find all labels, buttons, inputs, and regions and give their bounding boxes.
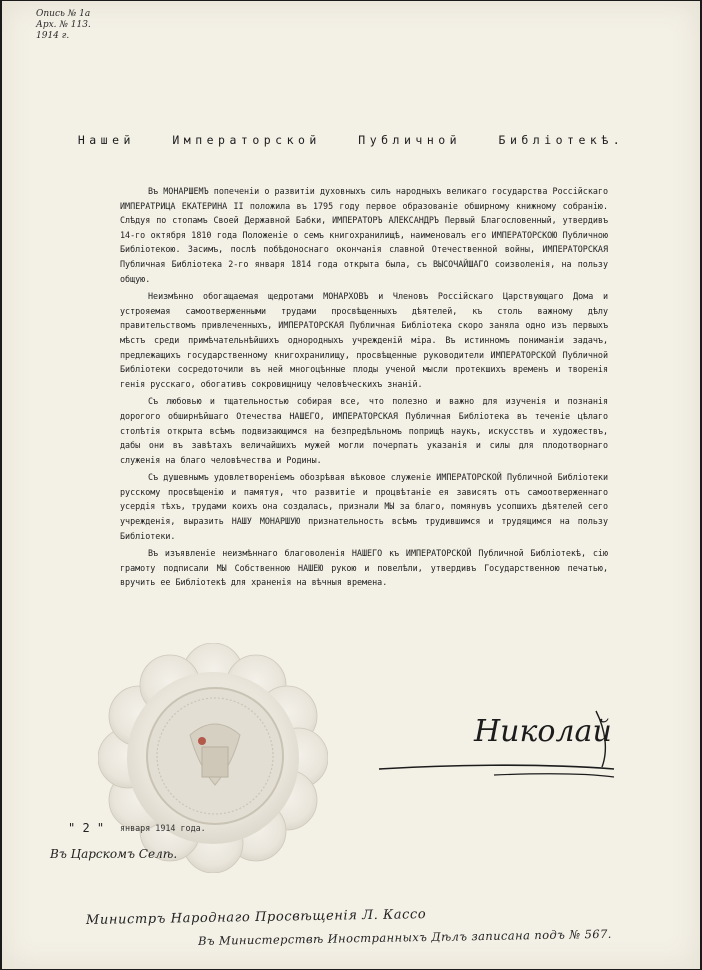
paragraph-2: Неизмѣнно обогащаемая щедротами МОНАРХОВЪ и Членовъ Россiйскаго Царствующаго Дома и устрояемая самоотверженными трудами просвѣщенныхъ дѣятелей, къ столь важному дѣлу правительствомъ привлеченныхъ, ИМПЕРАТОРСКАЯ Публичная Библiотека скоро заняла одно изъ первыхъ мѣстъ среди примѣчательнѣйшихъ однородныхъ учрежденiй мiра. Въ истинномъ пониманiи задачъ, предлежащихъ государственному книгохранилищу, просвѣщенные руководители ИМПЕРАТОРСКОЙ Публичной Библiотеки сосредоточили въ ней многоцѣнные плоды ученой мысли протекшихъ временъ и творенiя генiя русскаго, обогативъ сокровищницу человѣческихъ знанiй.: [120, 291, 608, 389]
document-body: [120, 184, 608, 593]
archive-note-line-3: 1914 г.: [36, 31, 70, 41]
date-day: " 2 ": [68, 821, 105, 835]
signature-nicholas: [374, 691, 624, 786]
document-title: Нашей Императорской Публичной Библiотекѣ.: [77, 133, 625, 147]
paragraph-1: Въ МОНАРШЕМЪ попеченiи о развитiи духовныхъ силъ народныхъ великаго государства Россiйскаго ИМПЕРАТРИЦА ЕКАТЕРИНА II положила въ 1795 году первое образованiе обширному книжному собранiю. Слѣдуя по стопамъ Своей Державной Бабки, ИМПЕРАТОРЪ АЛЕКСАНДРЪ Первый Благословенный, утвердивъ 14-го октября 1810 года Положенiе о семъ книгохранилищѣ, наименовалъ его ИМПЕРАТОРСКОЮ Публичною Библiотекою. Засимъ, послѣ побѣдоноснаго окончанiя славной Отечественной войны, ИМПЕРАТОРСКАЯ Публичная Библiотека 2-го января 1814 года открыта была, съ ВЫСОЧАЙШАГО соизволенiя, на пользу общую.: [120, 186, 608, 284]
archive-note-line-2: Арх. № 113.: [36, 20, 91, 30]
state-seal-icon: [98, 643, 328, 873]
minister-countersign: Министръ Народнаго Просвѣщенiя Л. Кассо: [85, 907, 427, 928]
paragraph-3: Съ любовью и тщательностью собирая все, что полезно и важно для изученiя и познанiя дорогого обширнѣйшаго Отечества НАШЕГО, ИМПЕРАТОРСКАЯ Публичная Библiотека въ теченiе цѣлаго столѣтiя открыта всѣмъ подвизающимся на безпредѣльномъ поприщѣ наукъ, искусствъ и художествъ, дабы они въ завѣтахъ величайшихъ мужей могли почерпать указанiя и силы для плодотворнаго служенiя на благо человѣчества и Родины.: [120, 396, 608, 465]
archive-note-line-1: Опись № 1а: [36, 9, 91, 19]
date-month-year: января 1914 года.: [120, 823, 206, 833]
signature-text: Николай: [474, 714, 612, 749]
archive-note: [36, 9, 91, 42]
registry-note: Въ Министерствѣ Иностранныхъ Дѣлъ записана подъ № 567.: [197, 926, 612, 948]
signing-place: Въ Царскомъ Селѣ.: [50, 847, 178, 861]
paragraph-4: Съ душевнымъ удовлетворенiемъ обозрѣвая вѣковое служенiе ИМПЕРАТОРСКОЙ Публичной Библiотеки русскому просвѣщенiю и памятуя, что развитiе и процвѣтанiе ея зависятъ отъ самоотверженнаго усердiя тѣхъ, трудами коихъ она создалась, признали МЫ за благо, помянувъ усопшихъ дѣятелей сего учрежденiя, выразить НАШУ МОНАРШУЮ признательность всѣмъ трудившимся и трудящимся на пользу Библiотеки.: [120, 472, 608, 541]
document-page: [2, 1, 700, 969]
paragraph-5: Въ изъявленiе неизмѣннаго благоволенiя НАШЕГО къ ИМПЕРАТОРСКОЙ Публичной Библiотекѣ, сiю грамоту подписали МЫ Собственною НАШЕЮ рукою и повелѣли, утвердивъ Государственною печатью, вручить ее Библiотекѣ для храненiя на вѣчныя времена.: [120, 548, 608, 588]
